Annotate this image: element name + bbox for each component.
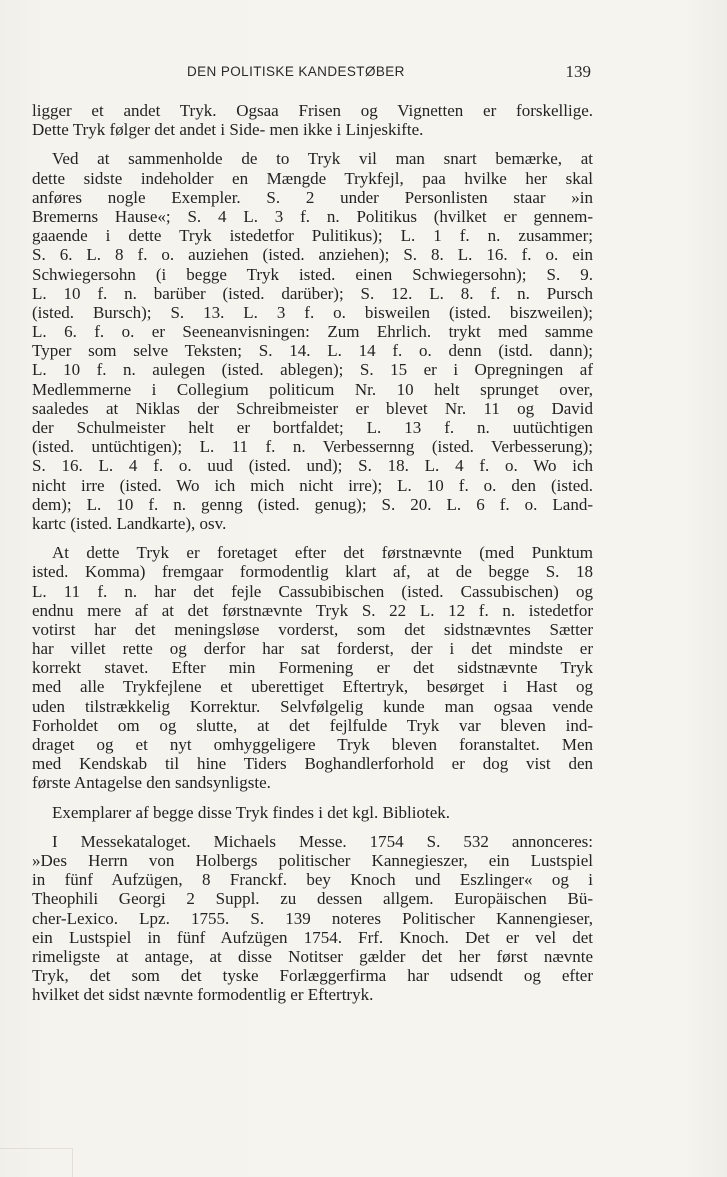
paragraph-gap: [32, 139, 593, 149]
text-line: (isted. Bursch); S. 13. L. 3 f. o. bisweilen (isted. biszweilen);: [32, 302, 593, 322]
text-line: Forholdet om og slutte, at det fejlfulde Tryk var bleven ind-: [32, 715, 593, 735]
paragraph-gap: [32, 533, 593, 543]
text-line: Bremerns Hause«; S. 4 L. 3 f. n. Politikus (hvilket er gennem-: [32, 206, 593, 226]
text-line: hvilket det sidst nævnte formodentlig er Eftertryk.: [32, 985, 374, 1005]
paragraph: [32, 803, 593, 822]
text-line: votirst har det meningsløse vorderst, som det sidstnævntes Sætter: [32, 619, 593, 639]
text-line: Tryk, det som det tyske Forlæggerfirma har udsendt og efter: [32, 966, 593, 986]
paragraph: [32, 543, 593, 792]
paragraph: [32, 101, 593, 139]
text-line: (isted. untüchtigen); L. 11 f. n. Verbessernng (isted. Verbesserung);: [32, 437, 593, 457]
text-line: Dette Tryk følger det andet i Side- men ikke i Linjeskifte.: [32, 120, 424, 140]
text-line: cher-Lexico. Lpz. 1755. S. 139 noteres Politischer Kannengieser,: [32, 908, 593, 928]
text-line: endnu mere af at det førstnævnte Tryk S. 22 L. 12 f. n. istedetfor: [32, 600, 593, 620]
text-line: har villet rette og derfor har sat forderst, der i det mindste er: [32, 639, 593, 659]
text-line: med alle Trykfejlene et uberettiget Eftertryk, besørget i Hast og: [32, 677, 593, 697]
running-title: DEN POLITISKE KANDESTØBER: [187, 64, 405, 79]
text-line: Schwiegersohn (i begge Tryk isted. einen Schwiegersohn); S. 9.: [32, 264, 593, 284]
page-number: 139: [565, 62, 591, 81]
text-line: I Messekataloget. Michaels Messe. 1754 S. 532 annonceres:: [52, 831, 593, 851]
text-line: L. 11 f. n. har det fejle Cassubibischen (isted. Cassubischen) og: [32, 581, 593, 601]
text-line: dette sidste indeholder en Mængde Trykfejl, paa hvilke her skal: [32, 168, 593, 188]
text-line: L. 10 f. n. barüber (isted. darüber); S. 12. L. 8. f. n. Pursch: [32, 283, 593, 303]
text-line: uden tilstrækkelig Korrektur. Selvfølgelig kunde man ogsaa vende: [32, 696, 593, 716]
page-header: [32, 62, 591, 84]
text-line: »Des Herrn von Holbergs politischer Kannegieszer, ein Lustspiel: [32, 850, 593, 870]
text-line: saaledes at Niklas der Schreibmeister er blevet Nr. 11 og David: [32, 398, 593, 418]
text-line: ligger et andet Tryk. Ogsaa Frisen og Vignetten er forskellige.: [32, 101, 593, 120]
paragraph-gap: [32, 822, 593, 832]
text-line: draget og et nyt omhyggeligere Tryk bleven foranstaltet. Men: [32, 735, 593, 754]
text-line: nicht irre (isted. Wo ich mich nicht irre); L. 10 f. o. den (isted.: [32, 475, 593, 495]
text-line: ein Lustspiel in fünf Aufzügen 1754. Frf. Knoch. Det er vel det: [32, 927, 593, 947]
text-line: L. 10 f. n. aulegen (isted. ablegen); S. 15 er i Opregningen af: [32, 360, 593, 380]
text-line: Ved at sammenholde de to Tryk vil man snart bemærke, at: [52, 149, 593, 169]
text-line: At dette Tryk er foretaget efter det førstnævnte (med Punktum: [52, 543, 593, 563]
text-line: Medlemmerne i Collegium politicum Nr. 10 helt sprunget over,: [32, 379, 593, 399]
text-line: med Kendskab til hine Tiders Boghandlerforhold er dog vist den: [32, 754, 593, 774]
text-line: anføres nogle Exempler. S. 2 under Personlisten staar »in: [32, 187, 593, 207]
text-line: in fünf Aufzügen, 8 Franckf. bey Knoch und Eszlinger« og i: [32, 870, 593, 890]
paragraph: [32, 832, 593, 1005]
text-line: rimeligste at antage, at disse Notitser gælder det her først nævnte: [32, 946, 593, 966]
text-line: isted. Komma) fremgaar formodentlig klart af, at de begge S. 18: [32, 562, 593, 582]
scan-edge-mark: [0, 1148, 73, 1177]
paragraph: [32, 149, 593, 533]
text-line: første Antagelse den sandsynligste.: [32, 773, 271, 793]
text-line: L. 6. f. o. er Seeneanvisningen: Zum Ehrlich. trykt med samme: [32, 322, 593, 342]
text-line: kartc (isted. Landkarte), osv.: [32, 513, 227, 533]
text-line: Theophili Georgi 2 Suppl. zu dessen allgem. Europäischen Bü-: [32, 889, 593, 909]
text-line: korrekt stavet. Efter min Formening er det sidstnævnte Tryk: [32, 658, 593, 678]
text-line: Typer som selve Teksten; S. 14. L. 14 f. o. denn (istd. dann);: [32, 341, 593, 361]
text-line: S. 16. L. 4 f. o. uud (isted. und); S. 18. L. 4 f. o. Wo ich: [32, 456, 593, 476]
text-line: der Schulmeister helt er bortfaldet; L. 13 f. n. uutüchtigen: [32, 418, 593, 437]
body-text: [32, 101, 593, 1004]
text-line: S. 6. L. 8 f. o. auziehen (isted. anziehen); S. 8. L. 16. f. o. ein: [32, 245, 593, 265]
text-line: Exemplarer af begge disse Tryk findes i det kgl. Bibliotek.: [52, 802, 451, 822]
text-line: gaaende i dette Tryk istedetfor Pulitikus); L. 1 f. n. zusammer;: [32, 226, 593, 246]
paragraph-gap: [32, 793, 593, 803]
text-line: dem); L. 10 f. n. genng (isted. genug); S. 20. L. 6 f. o. Land-: [32, 494, 593, 514]
